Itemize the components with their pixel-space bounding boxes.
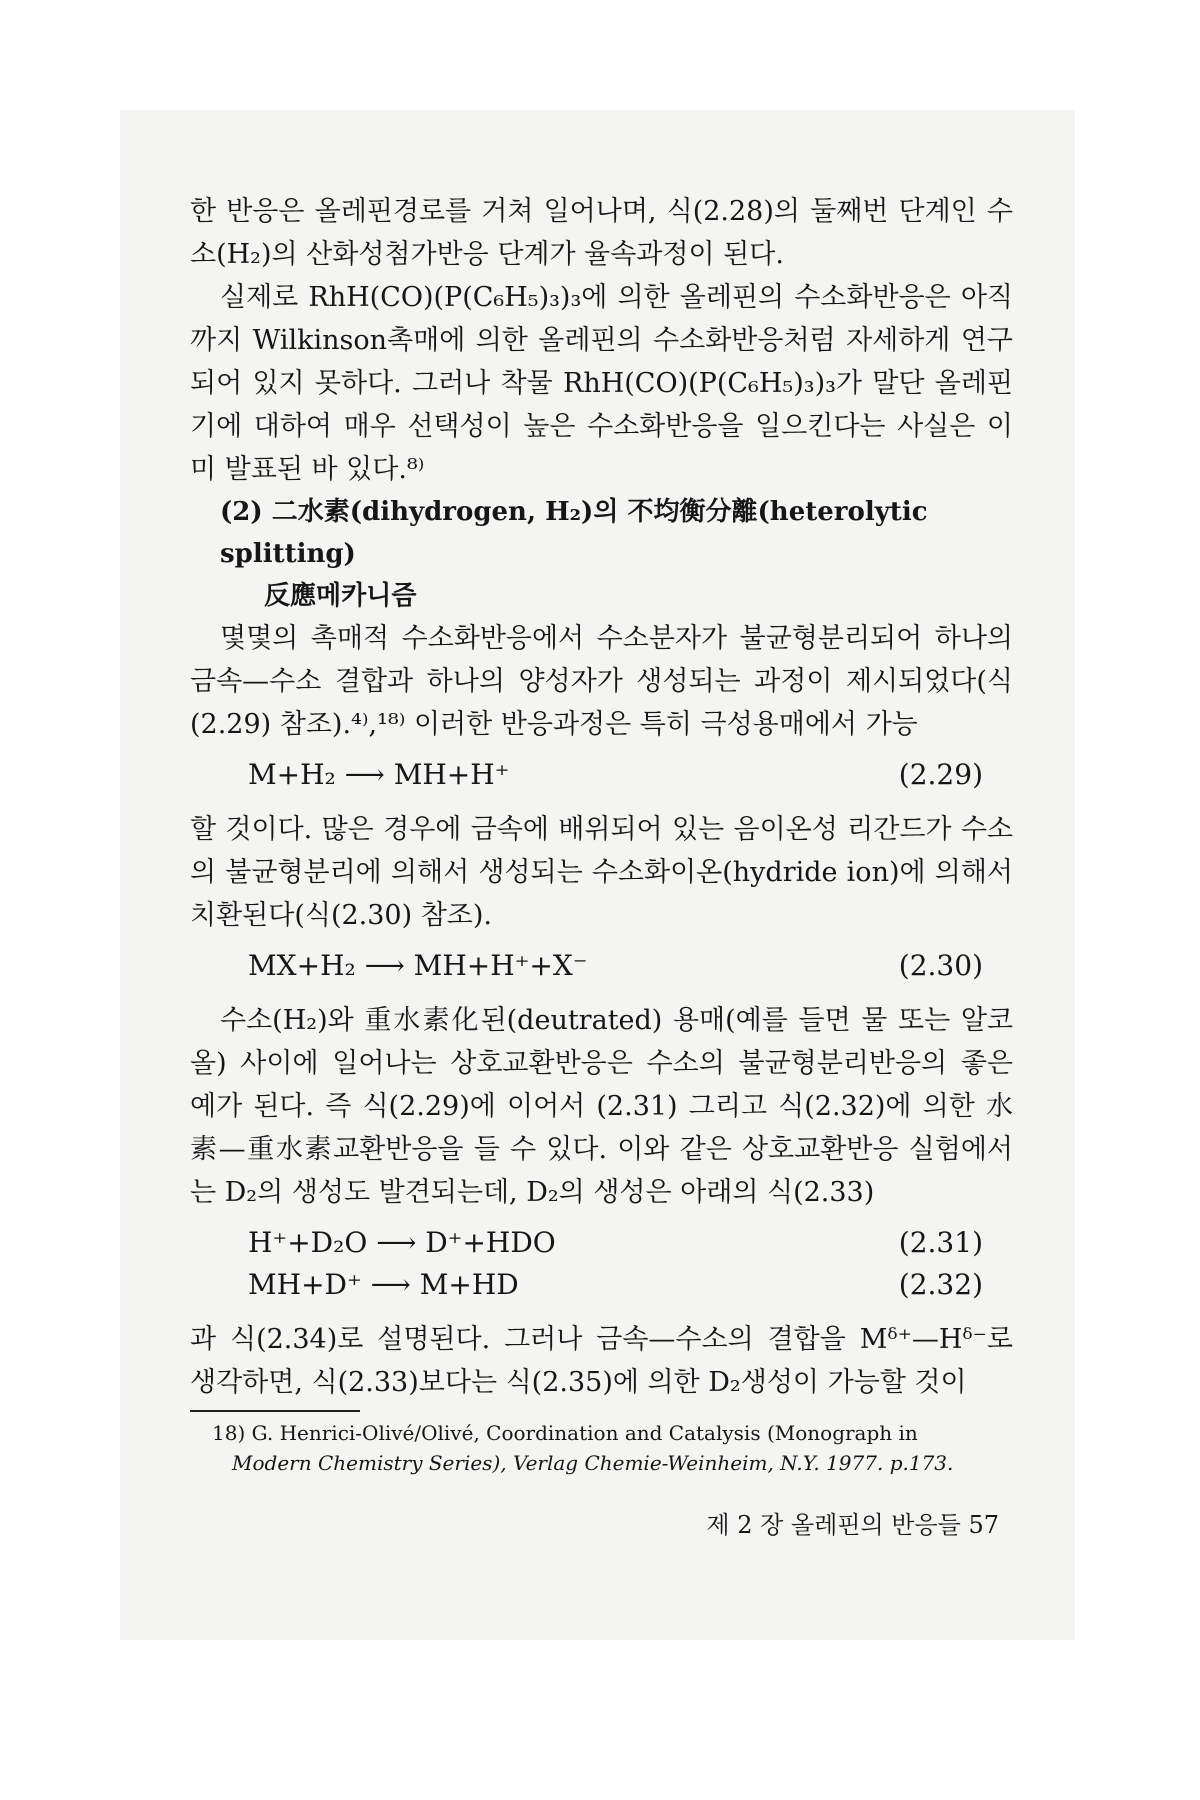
equation-expression: MX+H₂ ⟶ MH+H⁺+X⁻ [248, 949, 588, 982]
section-heading-title: (2) 二水素(dihydrogen, H₂)의 不均衡分離(heterolytic splitting) [220, 497, 928, 569]
equation-2-30 [190, 945, 1013, 987]
equation-number: (2.31) [898, 1226, 983, 1259]
footnote-line-2: Modern Chemistry Series), Verlag Chemie-Weinheim, N.Y. 1977. p.173. [232, 1451, 954, 1475]
equation-group-231-232 [190, 1222, 1013, 1306]
footnote-divider [190, 1410, 360, 1412]
equation-expression: MH+D⁺ ⟶ M+HD [248, 1268, 519, 1301]
page-footer: 제 2 장 올레핀의 반응들 57 [706, 1511, 999, 1539]
paragraph-2: 실제로 RhH(CO)(P(C₆H₅)₃)₃에 의한 올레핀의 수소화반응은 아직까지 Wilkinson촉매에 의한 올레핀의 수소화반응처럼 자세하게 연구되어 있지 못하다. 그러나 착물 RhH(CO)(P(C₆H₅)₃)₃가 말단 올레핀기에 대하여 매우 선택성이 높은 수소화반응을 일으킨다는 사실은 이미 발표된 바 있다.⁸⁾ [190, 282, 1013, 485]
equation-group-229 [190, 754, 1013, 796]
paragraph-4: 할 것이다. 많은 경우에 금속에 배위되어 있는 음이온성 리간드가 수소의 불균형분리에 의해서 생성되는 수소화이온(hydride ion)에 의해서 치환된다(식(2.30) 참조). [190, 814, 1013, 931]
section-heading [190, 491, 1013, 617]
equation-2-29 [190, 754, 1013, 796]
footnote-18 [190, 1418, 1013, 1478]
equation-number: (2.30) [898, 949, 983, 982]
section-heading-continuation: 反應메카니즘 [264, 581, 417, 611]
equation-number: (2.29) [898, 758, 983, 791]
paragraph-6: 과 식(2.34)로 설명된다. 그러나 금속—수소의 결합을 Mᵟ⁺—Hᵟ⁻로 생각하면, 식(2.33)보다는 식(2.35)에 의한 D₂생성이 가능할 것이 [190, 1324, 1013, 1398]
equation-number: (2.32) [898, 1268, 983, 1301]
paragraph-3: 몇몇의 촉매적 수소화반응에서 수소분자가 불균형분리되어 하나의 금속—수소 결합과 하나의 양성자가 생성되는 과정이 제시되었다(식(2.29) 참조).⁴⁾,¹⁸⁾ 이러한 반응과정은 특히 극성용매에서 가능 [190, 623, 1013, 740]
equation-expression: M+H₂ ⟶ MH+H⁺ [248, 758, 510, 791]
document-body [190, 190, 1013, 1542]
equation-group-230 [190, 945, 1013, 987]
footnote-line-1: 18) G. Henrici-Olivé/Olivé, Coordination and Catalysis (Monograph in [212, 1421, 918, 1445]
equation-expression: H⁺+D₂O ⟶ D⁺+HDO [248, 1226, 556, 1259]
equation-2-32 [190, 1264, 1013, 1306]
paragraph-5: 수소(H₂)와 重水素化된(deutrated) 용매(예를 들면 물 또는 알코올) 사이에 일어나는 상호교환반응은 수소의 불균형분리반응의 좋은 예가 된다. 즉 식(2.29)에 이어서 (2.31) 그리고 식(2.32)에 의한 水素—重水素교환반응을 들 수 있다. 이와 같은 상호교환반응 실험에서는 D₂의 생성도 발견되는데, D₂의 생성은 아래의 식(2.33) [190, 1005, 1013, 1208]
equation-2-31 [190, 1222, 1013, 1264]
paragraph-1: 한 반응은 올레핀경로를 거쳐 일어나며, 식(2.28)의 둘째번 단계인 수소(H₂)의 산화성첨가반응 단계가 율속과정이 된다. [190, 196, 1013, 270]
